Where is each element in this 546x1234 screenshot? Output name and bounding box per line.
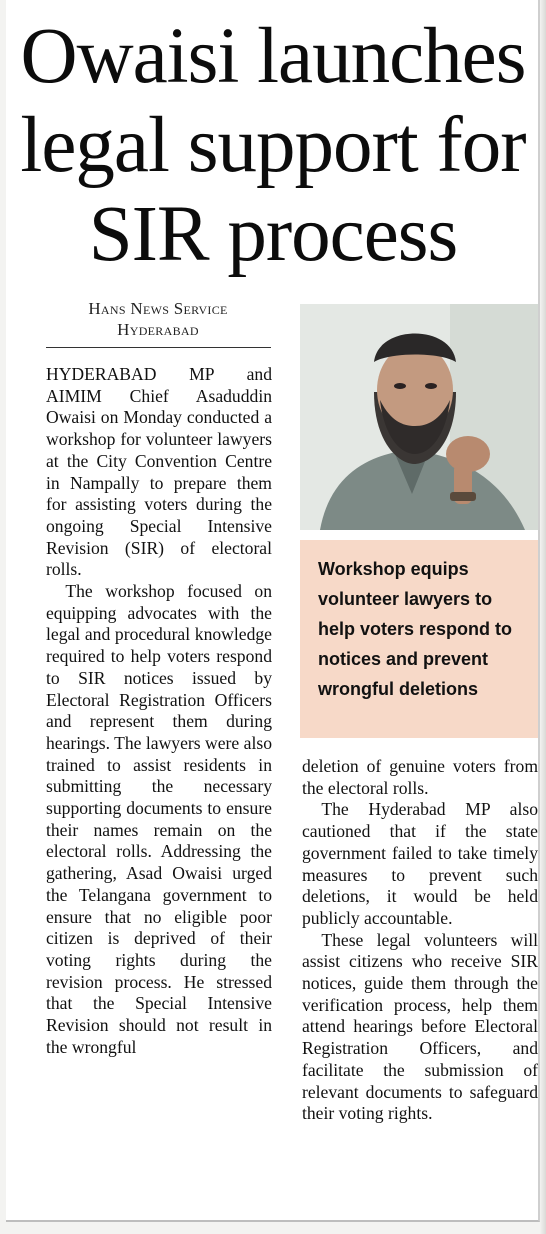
paragraph-5: These legal volunteers will assist citizens who receive SIR notices, guide them through the verification process, help them attend hearings before Electoral Registration Officers, and facilitate the submission of relevant documents to safeguard their voting rights. xyxy=(302,929,538,1124)
byline xyxy=(46,298,270,340)
article-column-left xyxy=(46,364,272,1059)
paragraph-2: The workshop focused on equipping advocates with the legal and procedural knowledge required to help voters respond to SIR notices issued by Electoral Registration Officers and represent them during hearings. The lawyers were also trained to assist residents in submitting the necessary supporting documents to ensure their names remain on the electoral rolls. Addressing the gathering, Asad Owaisi urged the Telangana government to ensure that no eligible poor citizen is deprived of their voting rights during the revision process. He stressed that the Special Intensive Revision should not result in the wrongful xyxy=(46,581,272,1057)
byline-divider xyxy=(46,347,271,348)
pull-quote-box xyxy=(300,540,538,738)
byline-agency: Hans News Service xyxy=(88,299,228,318)
headline-line-3: SIR process xyxy=(88,191,458,278)
headline-line-2: legal support for xyxy=(20,102,526,189)
newspaper-clipping xyxy=(6,0,540,1222)
headline xyxy=(6,12,540,279)
pull-quote-text: Workshop equips volunteer lawyers to help voters respond to notices and prevent wrongful deletions xyxy=(318,559,513,699)
page-edge xyxy=(540,0,546,1234)
paragraph-1: HYDERABAD MP and AIMIM Chief Asaduddin Owaisi on Monday conducted a workshop for volunteer lawyers at the City Convention Centre in Nampally to prepare them for assisting voters during the ongoing Special Intensive Revision (SIR) of electoral rolls. xyxy=(46,364,272,580)
portrait-photo-icon xyxy=(300,304,538,530)
byline-dateline: Hyderabad xyxy=(117,320,199,339)
paragraph-4: The Hyderabad MP also cautioned that if the state government failed to take timely measures to prevent such deletions, it would be held publicly accountable. xyxy=(302,799,538,928)
portrait-photo xyxy=(300,304,538,530)
article-column-right xyxy=(302,756,538,1125)
headline-line-1: Owaisi launches xyxy=(20,13,526,100)
paragraph-3: deletion of genuine voters from the electoral rolls. xyxy=(302,756,538,798)
